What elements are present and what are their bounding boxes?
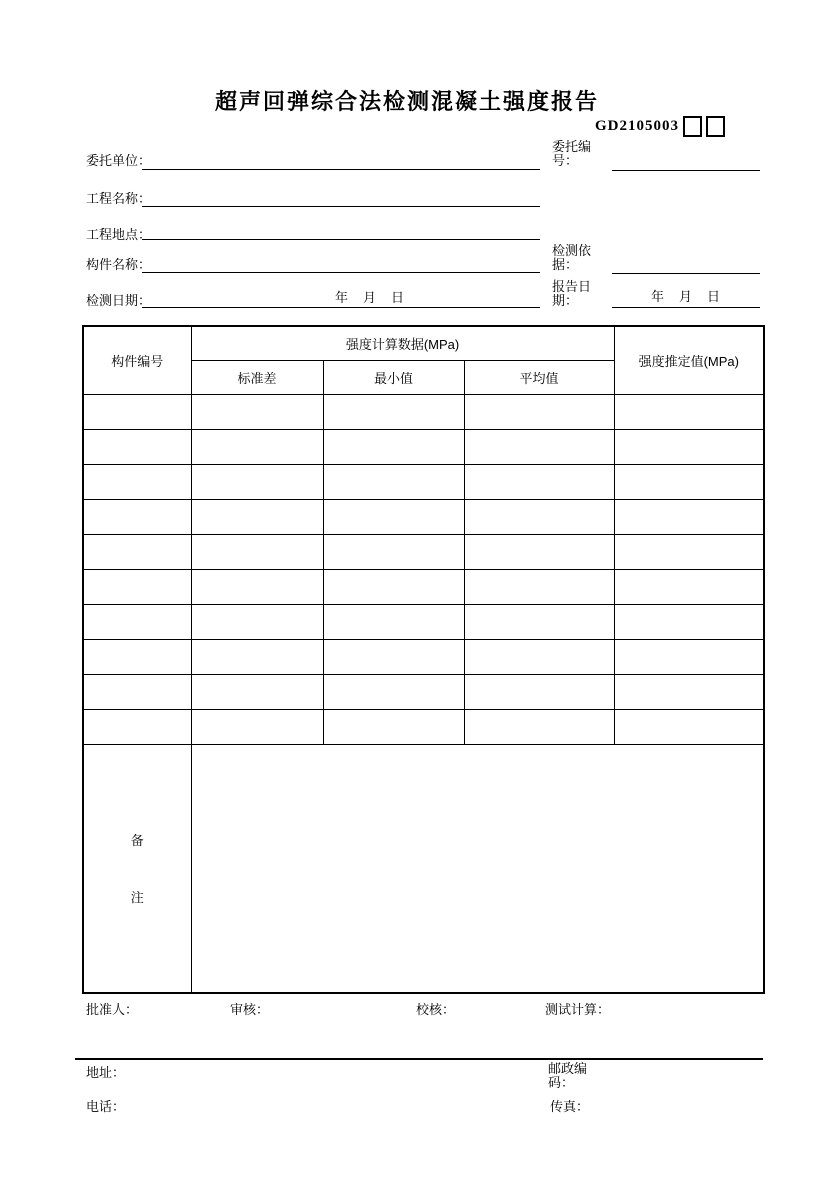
table-cell xyxy=(83,394,191,429)
table-cell xyxy=(614,429,764,464)
input-line-report-date xyxy=(612,307,760,308)
table-cell xyxy=(464,604,614,639)
table-cell xyxy=(464,394,614,429)
label-test-date: 检测日期： xyxy=(86,293,152,308)
input-line-test-basis xyxy=(612,273,760,274)
label-approver: 批准人： xyxy=(86,1002,139,1017)
test-date-ymd-hint: 年 月 日 xyxy=(334,290,405,305)
table-cell xyxy=(83,569,191,604)
remark-content-cell xyxy=(191,744,764,993)
label-report-date: 报告日期： xyxy=(552,279,592,308)
table-cell xyxy=(464,639,614,674)
label-project-name: 工程名称： xyxy=(86,191,152,206)
page-title: 超声回弹综合法检测混凝土强度报告 xyxy=(214,89,599,114)
table-cell xyxy=(464,569,614,604)
label-component-name: 构件名称： xyxy=(86,257,152,272)
table-cell xyxy=(191,499,323,534)
report-date-ymd-hint: 年 月 日 xyxy=(650,289,721,304)
label-commission-no: 委托编号： xyxy=(552,139,592,168)
table-cell xyxy=(464,674,614,709)
table-row xyxy=(83,464,764,499)
input-line-component-name xyxy=(142,272,540,273)
table-cell xyxy=(464,709,614,744)
col-header-min-value: 最小值 xyxy=(323,360,464,394)
table-cell xyxy=(83,674,191,709)
table-cell xyxy=(191,569,323,604)
label-test-basis: 检测依据： xyxy=(552,243,592,272)
table-row xyxy=(83,534,764,569)
input-line-commission-no xyxy=(612,170,760,171)
table-cell xyxy=(614,569,764,604)
table-cell xyxy=(614,534,764,569)
table-cell xyxy=(614,464,764,499)
table-row xyxy=(83,639,764,674)
col-header-avg-value: 平均值 xyxy=(464,360,614,394)
table-cell xyxy=(191,534,323,569)
remark-char-2: 注 xyxy=(130,890,144,906)
remark-row xyxy=(83,744,764,993)
table-cell xyxy=(83,534,191,569)
col-header-std-dev: 标准差 xyxy=(191,360,323,394)
table-row xyxy=(83,709,764,744)
doc-code: GD2105003 xyxy=(595,118,679,134)
table-cell xyxy=(83,604,191,639)
table-cell xyxy=(83,709,191,744)
table-cell xyxy=(83,429,191,464)
remark-label xyxy=(84,830,191,906)
strength-table xyxy=(82,325,765,994)
input-line-project-name xyxy=(142,206,540,207)
table-cell xyxy=(464,534,614,569)
table-cell xyxy=(191,674,323,709)
col-header-component-id: 构件编号 xyxy=(83,326,191,394)
table-row xyxy=(83,674,764,709)
input-line-project-location xyxy=(142,239,540,240)
table-cell xyxy=(614,674,764,709)
table-cell xyxy=(83,499,191,534)
table-cell xyxy=(83,464,191,499)
table-cell xyxy=(464,499,614,534)
label-project-location: 工程地点： xyxy=(86,227,152,242)
table-cell xyxy=(323,639,464,674)
table-row xyxy=(83,499,764,534)
table-cell xyxy=(191,394,323,429)
label-client-unit: 委托单位： xyxy=(86,153,152,168)
input-line-test-date xyxy=(142,307,540,308)
table-cell xyxy=(464,464,614,499)
table-cell xyxy=(614,639,764,674)
table-cell xyxy=(323,464,464,499)
table-cell xyxy=(323,499,464,534)
table-cell xyxy=(614,394,764,429)
table-cell xyxy=(614,709,764,744)
label-postal-code: 邮政编码： xyxy=(548,1061,588,1090)
table-cell xyxy=(191,604,323,639)
code-box-1 xyxy=(683,116,702,137)
table-cell xyxy=(323,429,464,464)
table-cell xyxy=(464,429,614,464)
label-reviewer: 审核： xyxy=(230,1002,270,1017)
label-phone: 电话： xyxy=(86,1099,126,1114)
table-cell xyxy=(323,604,464,639)
table-cell xyxy=(323,674,464,709)
table-cell xyxy=(323,394,464,429)
input-line-client-unit xyxy=(142,169,540,170)
table-row xyxy=(83,569,764,604)
table-cell xyxy=(323,709,464,744)
footer-divider xyxy=(75,1058,763,1060)
remark-label-cell xyxy=(83,744,191,993)
table-cell xyxy=(191,464,323,499)
table-header-row-1 xyxy=(83,326,764,360)
table-row xyxy=(83,429,764,464)
col-header-strength-result: 强度推定值(MPa) xyxy=(614,326,764,394)
col-header-strength-data-group: 强度计算数据(MPa) xyxy=(191,326,614,360)
table-cell xyxy=(191,639,323,674)
label-fax: 传真： xyxy=(550,1099,590,1114)
label-calculator: 测试计算： xyxy=(545,1002,611,1017)
remark-char-1: 备 xyxy=(130,833,144,849)
table-cell xyxy=(191,709,323,744)
doc-code-row xyxy=(595,116,725,137)
label-checker: 校核： xyxy=(416,1002,456,1017)
table-cell xyxy=(614,604,764,639)
table-cell xyxy=(323,569,464,604)
table-cell xyxy=(191,429,323,464)
table-row xyxy=(83,394,764,429)
table-cell xyxy=(83,639,191,674)
table-row xyxy=(83,604,764,639)
code-box-2 xyxy=(706,116,725,137)
table-cell xyxy=(323,534,464,569)
label-address: 地址： xyxy=(86,1065,126,1080)
table-cell xyxy=(614,499,764,534)
